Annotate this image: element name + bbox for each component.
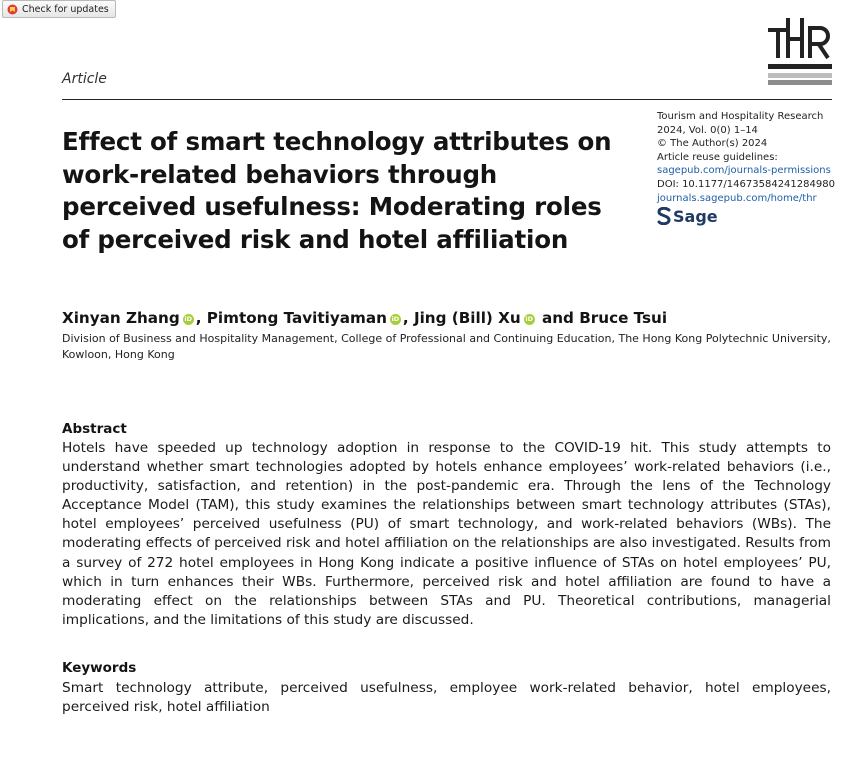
doi-line: DOI: 10.1177/14673584241284980 <box>657 178 835 190</box>
article-title: Effect of smart technology attributes on work-related behaviors through perceived usefulness: Moderating roles of perceived risk and hotel affiliation <box>62 127 612 254</box>
author-separator: and <box>536 309 580 327</box>
publisher-logo <box>657 207 847 227</box>
abstract-heading: Abstract <box>62 421 127 437</box>
article-type-label: Article <box>62 71 107 87</box>
orcid-icon[interactable]: iD <box>184 315 193 323</box>
author-name[interactable]: Pimtong Tavitiyaman <box>206 309 387 327</box>
author-list <box>62 309 667 327</box>
check-updates-icon <box>7 3 18 16</box>
keywords-heading: Keywords <box>62 660 137 676</box>
check-for-updates-button[interactable] <box>2 0 116 18</box>
orcid-icon[interactable]: iD <box>525 315 533 323</box>
journal-volume: 2024, Vol. 0(0) 1–14 <box>657 124 758 136</box>
reuse-link[interactable]: sagepub.com/journals-permissions <box>657 165 831 177</box>
keywords-text: Smart technology attribute, perceived usefulness, employee work-related behavior, hotel employees, perceived risk, hotel affiliation <box>62 680 831 716</box>
sage-icon <box>657 207 671 227</box>
author-name[interactable]: Xinyan Zhang <box>62 309 180 327</box>
journal-home-link[interactable]: journals.sagepub.com/home/thr <box>657 192 817 204</box>
author-separator: , <box>195 309 207 327</box>
author-separator: , <box>402 309 414 327</box>
check-updates-label: Check for updates <box>22 3 109 15</box>
journal-logo <box>768 18 832 86</box>
journal-name: Tourism and Hospitality Research <box>657 111 824 122</box>
journal-meta <box>657 110 847 227</box>
header-rule <box>62 99 832 100</box>
author-name[interactable]: Jing (Bill) Xu <box>413 309 521 327</box>
abstract-text: Hotels have speeded up technology adoption in response to the COVID-19 hit. This study attempts to understand whether smart technologies adopted by hotels enhance employees’ work-related behaviors (i.e., productivity, satisfaction, and retention) in the post-pandemic era. Through the lens of the Technology Acceptance Model (TAM), this study examines the relationships between smart technology attributes (STAs), hotel employees’ perceived usefulness (PU) of smart technology, and work-related behaviors (WBs). The moderating effects of perceived risk and hotel affiliation on the relationships are also investigated. Results from a survey of 272 hotel employees in Hong Kong indicate a positive influence of STAs on hotel employees’ PU, which in turn enhances their WBs. Furthermore, perceived risk and hotel affiliation are found to have a moderating effect on the relationships between STAs and PU. Theoretical contributions, managerial implications, and the limitations of this study are discussed. <box>62 440 831 628</box>
author-name[interactable]: Bruce Tsui <box>579 309 668 327</box>
orcid-icon[interactable]: iD <box>391 315 400 323</box>
publisher-name: Sage <box>673 207 718 227</box>
reuse-label: Article reuse guidelines: <box>657 151 778 163</box>
author-affiliation: Division of Business and Hospitality Management, College of Professional and Continuing Education, The Hong Kong Polytechnic University, Kowloon, Hong Kong <box>62 332 831 361</box>
copyright-line: © The Author(s) 2024 <box>657 138 768 150</box>
